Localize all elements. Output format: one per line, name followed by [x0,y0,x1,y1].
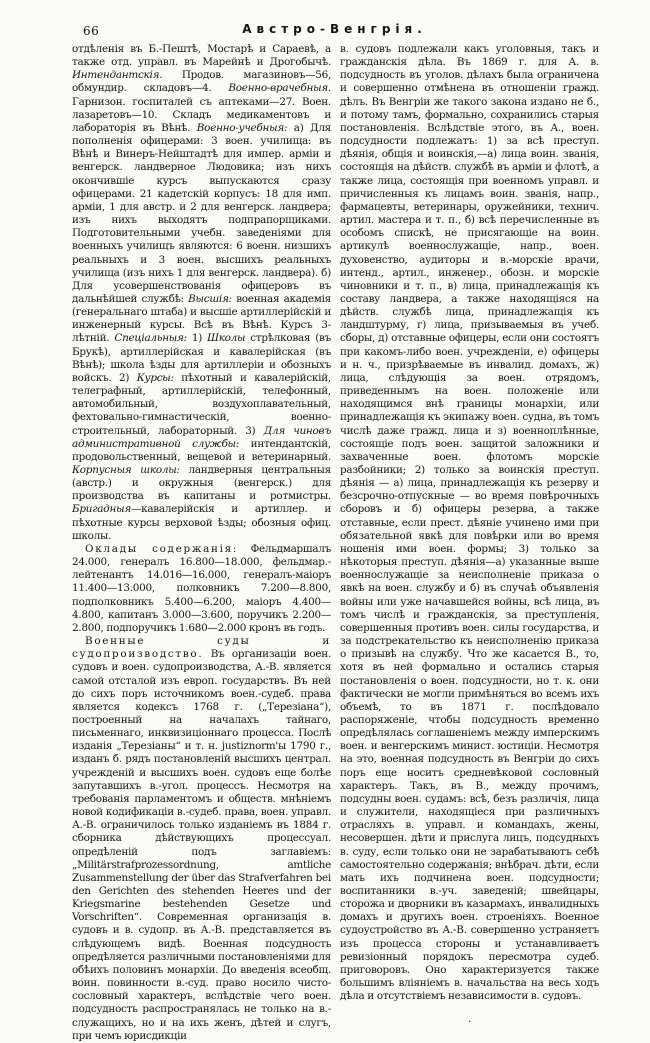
paragraph [72,43,331,543]
page-header [72,22,597,40]
text-segment: а) Для пополненія офицерами: 3 воен. училища: въ Вѣнѣ и Винеръ-Нейштадтѣ для импер. арміи и венгерск. ландверное Людовика; изъ нихъ окончившіе курсъ выпускаются сразу офицерами. 21 кадетскій корпусъ: 18 для имп. арміи, 1 для австр. и 2 для венгерск. ландвера; изъ нихъ выходятъ подпрапорщиками. Подготовительными учебн. заведеніями для военныхъ училищъ являются: 6 военн. низшихъ реальныхъ и 3 воен. высшихъ реальныхъ училища (изъ нихъ 1 для венгерск. ландвера). б) Для усовершенствованія офицеровъ въ дальнѣйшей службѣ: [72,121,331,305]
paragraph [72,635,331,1043]
text-column-left [72,43,331,1043]
text-segment: Корпусныя школы: [72,464,180,476]
page-number: 66 [83,24,100,38]
text-segment: Военно-учебныя: [196,121,288,134]
text-segment: Школы [207,332,246,345]
text-segment: Военные суды и судопроизводство. [72,635,331,661]
text-segment: Высшія: [188,292,232,305]
text-segment: Интендантскія. [72,69,163,82]
paragraph [340,43,599,1003]
text-segment: Фельдмаршалъ 24.000, генералъ 16.800—18.000, фельдмар.-лейтенантъ 14.016—16.000, генералъ-маіоръ 11.400—13.000, полковникъ 7.200—8.800, подполковникъ 5.400—6.200, маіоръ 4.400—4.800, капитанъ 3.000—3.600, поручикъ 2.200—2.800, подпоручикъ 1.680—2.000 кронъ въ годъ. [72,542,332,634]
text-segment: Въ организаціи воен. судовъ и воен. судопроизводства, А.-В. является самой отсталой изъ европ. государствъ. Въ ней до сихъ поръ источникомъ воен.-судеб. права является кодексъ 1768 г. („Терезіана“), построенный на началахъ тайнаго, письменнаго, инквизиціоннаго процесса. Послѣ изданія „Терезіаны“ и т. н. justiznorm'ы 1790 г., изданъ б. рядъ постановленій высшихъ централ. учрежденій и высшихъ воен. судовъ еще болѣе запутавшихъ в.-угол. процессъ. Несмотря на требованія парламентомъ и обществ. мнѣніемъ новой кодификаціи в.-судеб. права, воен. управл. А.-В. ограничилось только изданіемъ въ 1884 г. сборника дѣйствующихъ процессуал. опредѣленій подъ заглавіемъ: „Militärstrafprozessordnung, amtliche Zusammenstellung der über das Strafverfahren bei den Gerichten des stehenden Heeres und der Kriegsmarine bestehenden Gesetze und Vorschriften“. Современная организація в. судовъ и в. судопр. въ А.-В. представляется въ слѣдующемъ видѣ. Военная подсудность опредѣляется различными постановленіями для обѣихъ половинъ монархіи. До введенія всеобщ. воин. повинности в.-суд. право носило чисто-сословный характеръ, вслѣдствіе чего воен. подсудность распространялась не только на в.-служащихъ, но и на ихъ женъ, дѣтей и слугъ, при чемъ юрисдикціи [72,648,331,1042]
paragraph [72,543,331,635]
text-segment: пѣхотный и кавалерійскій, телеграфный, артиллерійскій, телефонный, автомобильный, воздухоплавательный, фехтовально-гимнастическій, военно-строительный, лабораторный. 3) [72,371,331,437]
text-segment: Бригадныя [72,503,131,516]
text-segment: стрѣлковая (въ Брукѣ), артиллерійская и кавалерійская (въ Вѣнѣ); школа ѣзды для артиллеріи и обозныхъ войскъ. 2) [72,332,332,384]
text-segment: 1) [186,332,208,345]
text-column-right [340,43,599,1027]
text-segment: интендантскій, продовольственный, вещевой и ветеринарный. [72,437,331,463]
page-title: Австро-Венгрія. [242,22,427,36]
text-columns [72,43,599,1043]
text-segment: Гарнизон. госпиталей съ аптеками—27. Воен. лазаретовъ—10. Складъ медикаментовъ и лабораторія въ Вѣнѣ. [72,95,331,134]
text-segment: отдѣленія въ Б.-Пештѣ, Мостарѣ и Сараевѣ, а также отд. управл. въ Марейнѣ и Дрогобычѣ. [72,43,331,69]
text-segment: Оклады содержанія: [85,542,239,555]
text-segment: Спеціальныя: [114,332,187,345]
text-segment: ландверныя центральныя (австр.) и окружныя (венгерск.) для производства въ капитаны и ротмистры. [72,464,331,503]
text-segment: Продов. магазиновъ—56, обмундир. складовъ—4. [72,69,331,95]
text-segment: —кавалерійскія и артиллер. и пѣхотные курсы верховой ѣзды; обозныя офиц. школы. [72,503,331,542]
text-segment: . [467,1013,472,1026]
section-end-mark [340,1013,599,1026]
text-segment: Военно-врачебныя. [228,82,331,95]
text-segment: военная академія (генеральнаго штаба) и высшіе артиллерійскій и инженерный курсы. Всѣ въ Вѣнѣ. Курсъ 3-лѣтній. [72,292,331,345]
text-segment: в. судовъ подлежали какъ уголовныя, такъ и гражданскія дѣла. Въ 1869 г. для А. в. подсудность въ уголов. дѣлахъ была ограничена и совершенно отмѣнена въ отношеніи гражд. дѣлъ. Въ Венгріи же такого закона издано не б., и потому тамъ, формально, сохранились старыя постановленія. Вслѣдствіе этого, въ А., воен. подсудности подлежатъ: 1) за всѣ преступ. дѣянія, общія и воинскія,—а) лица воин. званія, состоящія на дѣйств. службѣ въ арміи и флотѣ, а также лица, состоящія при военномъ управл. и причисленныя къ лицамъ воин. званія, напр., фармацевты, ветеринары, оружейники, технич. артил. мастера и т. п., б) всѣ перечисленные въ особомъ спискѣ, не присягающіе на воин. артикулѣ военнослужащіе, напр., воен. духовенство, аудиторы и в.-морскіе врачи, интенд., артил., инженер., обозн. и морскіе чиновники и т. п., в) лица, принадлежащія къ составу ландвера, а также находящіяся на дѣйств. службѣ лица, принадлежащія къ ландштурму, г) лица, призываемыя въ учеб. сборы, д) отставные офицеры, если они состоятъ при какомъ-либо воен. учрежденіи, е) офицеры и н. ч., призрѣваемые въ инвалид. домахъ, ж) лица, слѣдующія за воен. отрядомъ, приведеннымъ на воен. положеніе или находящимся внѣ границы монархіи, или принадлежащія къ экипажу воен. судна, въ томъ числѣ даже гражд. лица и з) военноплѣнные, состоящіе подъ воен. защитой заложники и захваченные воен. флотомъ морскіе разбойники; 2) только за воинскія преступ. дѣянія — а) лица, принадлежащія къ резерву и безсрочно-отпускные — во время повѣрочныхъ сборовъ и б) офицеры резерва, а также отставные, если прест. дѣяніе учинено ими при обязательной явкѣ для повѣрки или во время ношенія ими воен. формы; 3) только за нѣкоторыя преступ. дѣянія—а) указанные выше военнослужащіе за неисполненіе приказа о явкѣ на воен. службу и б) въ случаѣ объявленія войны или уже начавшейся войны, всѣ лица, въ томъ числѣ и гражданскія, за преступленія, совершенныя противъ воен. силы государства, и за подстрекательство къ неисполненію приказа о призывѣ на службу. Что же касается В., то, хотя въ ней формально и остались старыя постановленія о воен. подсудности, но т. к. они фактически не могли примѣняться во всемъ ихъ объемѣ, то въ 1871 г. послѣдовало распоряженіе, чтобы подсудность временно опредѣлялась соглашеніемъ между имперскимъ воен. и венгерскимъ минист. юстиціи. Несмотря на это, военная подсудность въ Венгріи до сихъ поръ еще носитъ средневѣковой сословный характеръ. Такъ, въ В., между прочимъ, подсудны воен. судамъ: всѣ, безъ различія, лица и служители, находящіеся при различныхъ отрасляхъ в. управл. и командахъ, жены, несовершен. дѣти и прислуга лицъ, подсудныхъ в. суду, если только они не зарабатываютъ себѣ самостоятельно содержанія; внѣбрач. дѣти, если мать ихъ подчинена воен. подсудности; воспитанники в.-уч. заведеній; швейцары, сторожа и дворники въ казармахъ, инвалидныхъ домахъ и другихъ воен. строеніяхъ. Военное судоустройство въ А.-В. совершенно устраняетъ изъ процесса стороны и устанавливаетъ ревизіонный порядокъ пересмотра судеб. приговоровъ. Оно характеризуется также большимъ вліяніемъ в. начальства на весь ходъ дѣла и отсутствіемъ независимости в. судовъ. [340,43,599,1003]
text-segment: Курсы: [136,371,174,384]
text-segment: Для чиновъ административной службы: [72,424,332,450]
